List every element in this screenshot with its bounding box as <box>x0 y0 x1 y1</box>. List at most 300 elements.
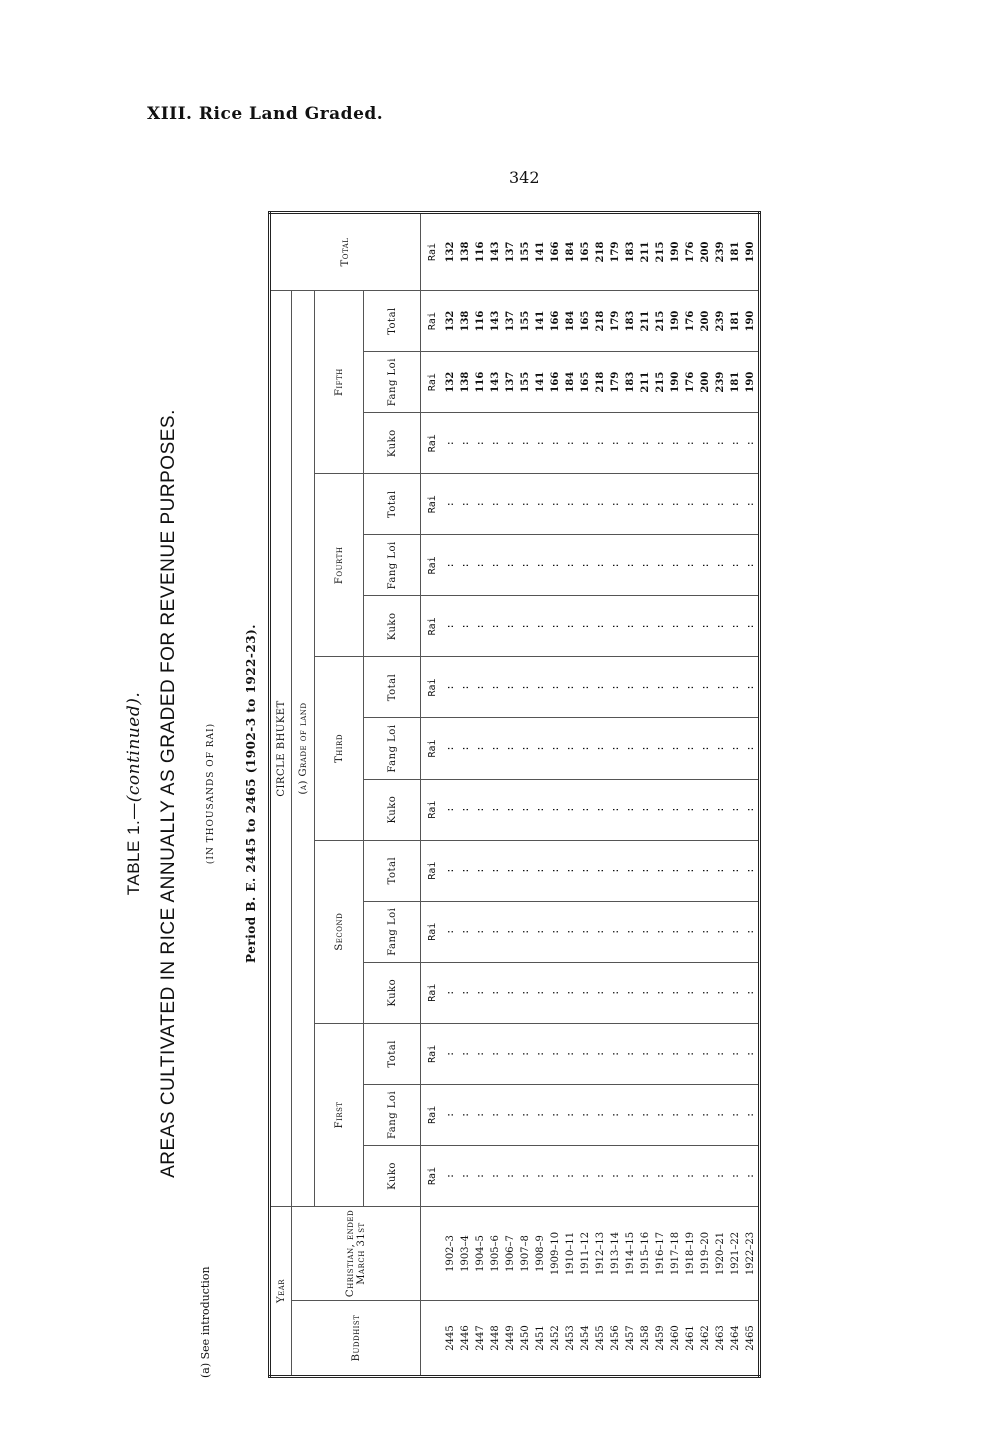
table-row <box>458 213 473 1377</box>
fifth-total-cell: 179 <box>608 291 623 352</box>
empty-dots-cell: : <box>668 535 683 596</box>
empty-dots-cell: : <box>488 413 503 474</box>
fifth-fang-loi-cell: 116 <box>473 352 488 413</box>
empty-dots-cell: : <box>623 596 638 657</box>
section-title: XIII. Rice Land Graded. <box>147 104 384 124</box>
empty-dots-cell: : <box>728 962 743 1023</box>
empty-dots-cell: : <box>728 596 743 657</box>
empty-dots-cell: : <box>623 901 638 962</box>
empty-dots-cell: : <box>683 413 698 474</box>
unit-label: Rai <box>421 779 444 840</box>
grand-total-cell: 211 <box>638 213 653 291</box>
fifth-total-cell: 132 <box>443 291 458 352</box>
unit-label: Rai <box>421 213 444 291</box>
fifth-fang-loi-cell: 181 <box>728 352 743 413</box>
empty-dots-cell: : <box>728 474 743 535</box>
fifth-fang-loi-cell: 132 <box>443 352 458 413</box>
empty-dots-cell: : <box>443 1145 458 1206</box>
empty-dots-cell: : <box>653 474 668 535</box>
empty-dots-cell: : <box>533 718 548 779</box>
grand-total-cell: 132 <box>443 213 458 291</box>
third-fang-loi-subheader: Fang Loi <box>364 718 421 779</box>
buddhist-year-cell: 2464 <box>728 1301 743 1377</box>
empty-dots-cell: : <box>653 413 668 474</box>
empty-dots-cell: : <box>503 535 518 596</box>
empty-dots-cell: : <box>443 657 458 718</box>
christian-year-cell: 1904–5 <box>473 1206 488 1300</box>
empty-dots-cell: : <box>698 596 713 657</box>
empty-dots-cell: : <box>653 779 668 840</box>
buddhist-year-cell: 2457 <box>623 1301 638 1377</box>
fifth-fang-loi-cell: 239 <box>713 352 728 413</box>
empty-dots-cell: : <box>473 657 488 718</box>
christian-year-cell: 1910–11 <box>563 1206 578 1300</box>
table-row <box>713 213 728 1377</box>
empty-dots-cell: : <box>638 535 653 596</box>
empty-dots-cell: : <box>743 779 760 840</box>
grand-total-cell: 190 <box>668 213 683 291</box>
fifth-total-cell: 218 <box>593 291 608 352</box>
empty-dots-cell: : <box>638 901 653 962</box>
empty-dots-cell: : <box>728 413 743 474</box>
page-number: 342 <box>509 168 540 187</box>
empty-dots-cell: : <box>698 657 713 718</box>
grade-fourth-header: Fourth <box>315 474 364 657</box>
empty-dots-cell: : <box>548 596 563 657</box>
fifth-total-cell: 138 <box>458 291 473 352</box>
empty-dots-cell: : <box>668 962 683 1023</box>
empty-dots-cell: : <box>593 657 608 718</box>
empty-dots-cell: : <box>488 1145 503 1206</box>
empty-dots-cell: : <box>458 535 473 596</box>
christian-year-cell: 1920–21 <box>713 1206 728 1300</box>
empty-dots-cell: : <box>683 840 698 901</box>
empty-dots-cell: : <box>503 718 518 779</box>
empty-dots-cell: : <box>743 1023 760 1084</box>
grade-fifth-header: Fifth <box>315 291 364 474</box>
empty-dots-cell: : <box>728 901 743 962</box>
grand-total-cell: 155 <box>518 213 533 291</box>
empty-dots-cell: : <box>458 962 473 1023</box>
empty-dots-cell: : <box>593 596 608 657</box>
buddhist-year-cell: 2463 <box>713 1301 728 1377</box>
fifth-total-cell: 116 <box>473 291 488 352</box>
empty-dots-cell: : <box>743 535 760 596</box>
empty-dots-cell: : <box>578 474 593 535</box>
empty-dots-cell: : <box>548 718 563 779</box>
fifth-total-cell: 176 <box>683 291 698 352</box>
empty-dots-cell: : <box>548 1084 563 1145</box>
grade-of-land-header: (a) Grade of land <box>292 291 315 1207</box>
units-note: (IN THOUSANDS OF RAI) <box>206 722 216 865</box>
empty-dots-cell: : <box>548 413 563 474</box>
empty-dots-cell: : <box>608 1145 623 1206</box>
empty-dots-cell: : <box>638 840 653 901</box>
empty-dots-cell: : <box>698 535 713 596</box>
fifth-total-subheader: Total <box>364 291 421 352</box>
grand-total-cell: 184 <box>563 213 578 291</box>
empty-dots-cell: : <box>743 962 760 1023</box>
empty-dots-cell: : <box>548 779 563 840</box>
fifth-total-cell: 190 <box>668 291 683 352</box>
empty-dots-cell: : <box>533 1023 548 1084</box>
empty-dots-cell: : <box>608 1023 623 1084</box>
empty-dots-cell: : <box>458 657 473 718</box>
empty-dots-cell: : <box>728 657 743 718</box>
buddhist-year-cell: 2448 <box>488 1301 503 1377</box>
empty-dots-cell: : <box>608 962 623 1023</box>
empty-dots-cell: : <box>443 718 458 779</box>
empty-dots-cell: : <box>548 1145 563 1206</box>
empty-dots-cell: : <box>548 535 563 596</box>
fifth-fang-loi-cell: 190 <box>668 352 683 413</box>
empty-dots-cell: : <box>593 962 608 1023</box>
empty-dots-cell: : <box>578 413 593 474</box>
empty-dots-cell: : <box>458 1084 473 1145</box>
empty-dots-cell: : <box>743 718 760 779</box>
fifth-fang-loi-cell: 137 <box>503 352 518 413</box>
empty-dots-cell: : <box>683 901 698 962</box>
grand-total-cell: 165 <box>578 213 593 291</box>
empty-dots-cell: : <box>608 840 623 901</box>
empty-dots-cell: : <box>518 840 533 901</box>
empty-dots-cell: : <box>713 1145 728 1206</box>
empty-dots-cell: : <box>683 779 698 840</box>
empty-dots-cell: : <box>713 535 728 596</box>
empty-dots-cell: : <box>593 1145 608 1206</box>
period-note: Period B. E. 2445 to 2465 (1902-3 to 1922-23). <box>244 624 258 963</box>
fourth-fang-loi-subheader: Fang Loi <box>364 535 421 596</box>
fifth-fang-loi-cell: 190 <box>743 352 760 413</box>
empty-dots-cell: : <box>578 779 593 840</box>
empty-dots-cell: : <box>683 718 698 779</box>
empty-dots-cell: : <box>623 779 638 840</box>
empty-dots-cell: : <box>503 962 518 1023</box>
empty-dots-cell: : <box>533 596 548 657</box>
fifth-fang-loi-cell: 218 <box>593 352 608 413</box>
fifth-total-cell: 155 <box>518 291 533 352</box>
fifth-kuko-subheader: Kuko <box>364 413 421 474</box>
christian-year-cell: 1921–22 <box>728 1206 743 1300</box>
grade-second-header: Second <box>315 840 364 1023</box>
empty-dots-cell: : <box>458 1023 473 1084</box>
empty-dots-cell: : <box>503 1023 518 1084</box>
empty-dots-cell: : <box>518 718 533 779</box>
rice-land-table <box>268 211 761 1378</box>
empty-dots-cell: : <box>593 901 608 962</box>
christian-year-cell: 1902–3 <box>443 1206 458 1300</box>
empty-dots-cell: : <box>683 962 698 1023</box>
grand-total-cell: 181 <box>728 213 743 291</box>
empty-dots-cell: : <box>683 1023 698 1084</box>
empty-dots-cell: : <box>608 779 623 840</box>
empty-dots-cell: : <box>743 413 760 474</box>
empty-dots-cell: : <box>548 962 563 1023</box>
table-row <box>578 213 593 1377</box>
empty-dots-cell: : <box>458 840 473 901</box>
empty-dots-cell: : <box>563 962 578 1023</box>
christian-year-cell: 1917–18 <box>668 1206 683 1300</box>
empty-dots-cell: : <box>683 474 698 535</box>
unit-spacer <box>421 1206 444 1300</box>
table-row <box>548 213 563 1377</box>
buddhist-year-cell: 2459 <box>653 1301 668 1377</box>
empty-dots-cell: : <box>563 1023 578 1084</box>
christian-year-cell: 1912–13 <box>593 1206 608 1300</box>
empty-dots-cell: : <box>623 413 638 474</box>
empty-dots-cell: : <box>653 840 668 901</box>
empty-dots-cell: : <box>548 657 563 718</box>
christian-year-cell: 1916–17 <box>653 1206 668 1300</box>
empty-dots-cell: : <box>518 474 533 535</box>
empty-dots-cell: : <box>473 901 488 962</box>
empty-dots-cell: : <box>608 657 623 718</box>
unit-label: Rai <box>421 718 444 779</box>
empty-dots-cell: : <box>518 535 533 596</box>
buddhist-year-cell: 2449 <box>503 1301 518 1377</box>
fifth-fang-loi-cell: 183 <box>623 352 638 413</box>
empty-dots-cell: : <box>533 474 548 535</box>
empty-dots-cell: : <box>593 413 608 474</box>
empty-dots-cell: : <box>443 1084 458 1145</box>
empty-dots-cell: : <box>623 657 638 718</box>
buddhist-year-cell: 2452 <box>548 1301 563 1377</box>
buddhist-year-cell: 2446 <box>458 1301 473 1377</box>
empty-dots-cell: : <box>518 901 533 962</box>
circle-header: CIRCLE BHUKET <box>270 291 292 1207</box>
buddhist-year-cell: 2458 <box>638 1301 653 1377</box>
buddhist-year-cell: 2455 <box>593 1301 608 1377</box>
table-number: TABLE 1. <box>124 819 143 896</box>
empty-dots-cell: : <box>743 840 760 901</box>
empty-dots-cell: : <box>488 962 503 1023</box>
empty-dots-cell: : <box>623 1084 638 1145</box>
grand-total-cell: 218 <box>593 213 608 291</box>
first-kuko-subheader: Kuko <box>364 1145 421 1206</box>
unit-label: Rai <box>421 474 444 535</box>
empty-dots-cell: : <box>548 1023 563 1084</box>
grade-first-header: First <box>315 1023 364 1206</box>
fifth-fang-loi-cell: 143 <box>488 352 503 413</box>
empty-dots-cell: : <box>683 596 698 657</box>
empty-dots-cell: : <box>458 1145 473 1206</box>
table-row <box>473 213 488 1377</box>
empty-dots-cell: : <box>698 901 713 962</box>
empty-dots-cell: : <box>623 718 638 779</box>
fifth-total-cell: 184 <box>563 291 578 352</box>
empty-dots-cell: : <box>653 657 668 718</box>
empty-dots-cell: : <box>698 413 713 474</box>
empty-dots-cell: : <box>638 1023 653 1084</box>
table-row <box>488 213 503 1377</box>
christian-year-cell: 1906–7 <box>503 1206 518 1300</box>
empty-dots-cell: : <box>503 657 518 718</box>
empty-dots-cell: : <box>713 901 728 962</box>
empty-dots-cell: : <box>488 1084 503 1145</box>
table-continued: —(continued). <box>124 691 144 820</box>
empty-dots-cell: : <box>488 474 503 535</box>
unit-spacer <box>421 1301 444 1377</box>
year-header: Year <box>270 1206 292 1376</box>
empty-dots-cell: : <box>728 840 743 901</box>
empty-dots-cell: : <box>443 535 458 596</box>
unit-label: Rai <box>421 901 444 962</box>
empty-dots-cell: : <box>443 1023 458 1084</box>
fifth-fang-loi-cell: 141 <box>533 352 548 413</box>
empty-dots-cell: : <box>503 1145 518 1206</box>
grade-third-header: Third <box>315 657 364 840</box>
empty-dots-cell: : <box>713 1023 728 1084</box>
fifth-fang-loi-cell: 138 <box>458 352 473 413</box>
empty-dots-cell: : <box>563 535 578 596</box>
empty-dots-cell: : <box>743 596 760 657</box>
empty-dots-cell: : <box>743 657 760 718</box>
empty-dots-cell: : <box>503 474 518 535</box>
fifth-total-cell: 215 <box>653 291 668 352</box>
empty-dots-cell: : <box>698 1145 713 1206</box>
empty-dots-cell: : <box>488 840 503 901</box>
empty-dots-cell: : <box>698 1084 713 1145</box>
table-label <box>124 201 144 1386</box>
empty-dots-cell: : <box>473 596 488 657</box>
empty-dots-cell: : <box>578 1084 593 1145</box>
empty-dots-cell: : <box>533 840 548 901</box>
empty-dots-cell: : <box>533 901 548 962</box>
empty-dots-cell: : <box>668 779 683 840</box>
fifth-total-cell: 200 <box>698 291 713 352</box>
empty-dots-cell: : <box>653 1023 668 1084</box>
empty-dots-cell: : <box>503 779 518 840</box>
empty-dots-cell: : <box>623 840 638 901</box>
empty-dots-cell: : <box>638 1084 653 1145</box>
empty-dots-cell: : <box>638 962 653 1023</box>
empty-dots-cell: : <box>728 718 743 779</box>
empty-dots-cell: : <box>713 718 728 779</box>
empty-dots-cell: : <box>443 962 458 1023</box>
empty-dots-cell: : <box>698 962 713 1023</box>
christian-year-cell: 1918–19 <box>683 1206 698 1300</box>
fifth-total-cell: 137 <box>503 291 518 352</box>
empty-dots-cell: : <box>713 1084 728 1145</box>
second-fang-loi-subheader: Fang Loi <box>364 901 421 962</box>
empty-dots-cell: : <box>578 657 593 718</box>
empty-dots-cell: : <box>488 901 503 962</box>
buddhist-year-cell: 2447 <box>473 1301 488 1377</box>
empty-dots-cell: : <box>743 1084 760 1145</box>
grand-total-cell: 137 <box>503 213 518 291</box>
third-kuko-subheader: Kuko <box>364 779 421 840</box>
empty-dots-cell: : <box>608 718 623 779</box>
christian-header: Christian, ended March 31st <box>292 1206 421 1300</box>
grand-total-cell: 190 <box>743 213 760 291</box>
unit-label: Rai <box>421 840 444 901</box>
table-row <box>533 213 548 1377</box>
unit-label: Rai <box>421 1145 444 1206</box>
christian-year-cell: 1919–20 <box>698 1206 713 1300</box>
grand-total-cell: 116 <box>473 213 488 291</box>
empty-dots-cell: : <box>533 657 548 718</box>
empty-dots-cell: : <box>533 962 548 1023</box>
third-total-subheader: Total <box>364 657 421 718</box>
footnote: (a) See introduction <box>199 1266 212 1378</box>
buddhist-year-cell: 2465 <box>743 1301 760 1377</box>
fifth-total-cell: 181 <box>728 291 743 352</box>
empty-dots-cell: : <box>533 535 548 596</box>
empty-dots-cell: : <box>458 779 473 840</box>
empty-dots-cell: : <box>443 779 458 840</box>
buddhist-year-cell: 2460 <box>668 1301 683 1377</box>
empty-dots-cell: : <box>713 596 728 657</box>
empty-dots-cell: : <box>533 779 548 840</box>
second-total-subheader: Total <box>364 840 421 901</box>
empty-dots-cell: : <box>698 840 713 901</box>
empty-dots-cell: : <box>638 779 653 840</box>
empty-dots-cell: : <box>638 413 653 474</box>
unit-label: Rai <box>421 291 444 352</box>
empty-dots-cell: : <box>713 413 728 474</box>
table-title: AREAS CULTIVATED IN RICE ANNUALLY AS GRADED FOR REVENUE PURPOSES. <box>158 409 179 1178</box>
empty-dots-cell: : <box>638 1145 653 1206</box>
empty-dots-cell: : <box>488 657 503 718</box>
table-row <box>623 213 638 1377</box>
empty-dots-cell: : <box>653 596 668 657</box>
buddhist-year-cell: 2445 <box>443 1301 458 1377</box>
empty-dots-cell: : <box>713 962 728 1023</box>
empty-dots-cell: : <box>683 535 698 596</box>
empty-dots-cell: : <box>578 718 593 779</box>
table-row <box>743 213 760 1377</box>
christian-year-cell: 1905–6 <box>488 1206 503 1300</box>
empty-dots-cell: : <box>698 779 713 840</box>
empty-dots-cell: : <box>518 779 533 840</box>
christian-year-cell: 1922–23 <box>743 1206 760 1300</box>
empty-dots-cell: : <box>668 657 683 718</box>
fifth-fang-loi-cell: 166 <box>548 352 563 413</box>
empty-dots-cell: : <box>563 657 578 718</box>
empty-dots-cell: : <box>473 718 488 779</box>
unit-label: Rai <box>421 596 444 657</box>
empty-dots-cell: : <box>728 779 743 840</box>
empty-dots-cell: : <box>473 413 488 474</box>
empty-dots-cell: : <box>668 474 683 535</box>
empty-dots-cell: : <box>728 1084 743 1145</box>
empty-dots-cell: : <box>503 1084 518 1145</box>
empty-dots-cell: : <box>548 474 563 535</box>
buddhist-year-cell: 2454 <box>578 1301 593 1377</box>
empty-dots-cell: : <box>653 1145 668 1206</box>
christian-year-cell: 1908–9 <box>533 1206 548 1300</box>
empty-dots-cell: : <box>443 596 458 657</box>
fifth-total-cell: 239 <box>713 291 728 352</box>
empty-dots-cell: : <box>698 1023 713 1084</box>
empty-dots-cell: : <box>668 901 683 962</box>
empty-dots-cell: : <box>608 901 623 962</box>
empty-dots-cell: : <box>593 779 608 840</box>
fourth-kuko-subheader: Kuko <box>364 596 421 657</box>
christian-year-cell: 1903–4 <box>458 1206 473 1300</box>
empty-dots-cell: : <box>533 413 548 474</box>
empty-dots-cell: : <box>668 1023 683 1084</box>
empty-dots-cell: : <box>443 474 458 535</box>
fifth-total-cell: 166 <box>548 291 563 352</box>
fourth-total-subheader: Total <box>364 474 421 535</box>
empty-dots-cell: : <box>488 718 503 779</box>
empty-dots-cell: : <box>713 840 728 901</box>
empty-dots-cell: : <box>473 1084 488 1145</box>
first-fang-loi-subheader: Fang Loi <box>364 1084 421 1145</box>
fifth-total-cell: 165 <box>578 291 593 352</box>
empty-dots-cell: : <box>683 1084 698 1145</box>
